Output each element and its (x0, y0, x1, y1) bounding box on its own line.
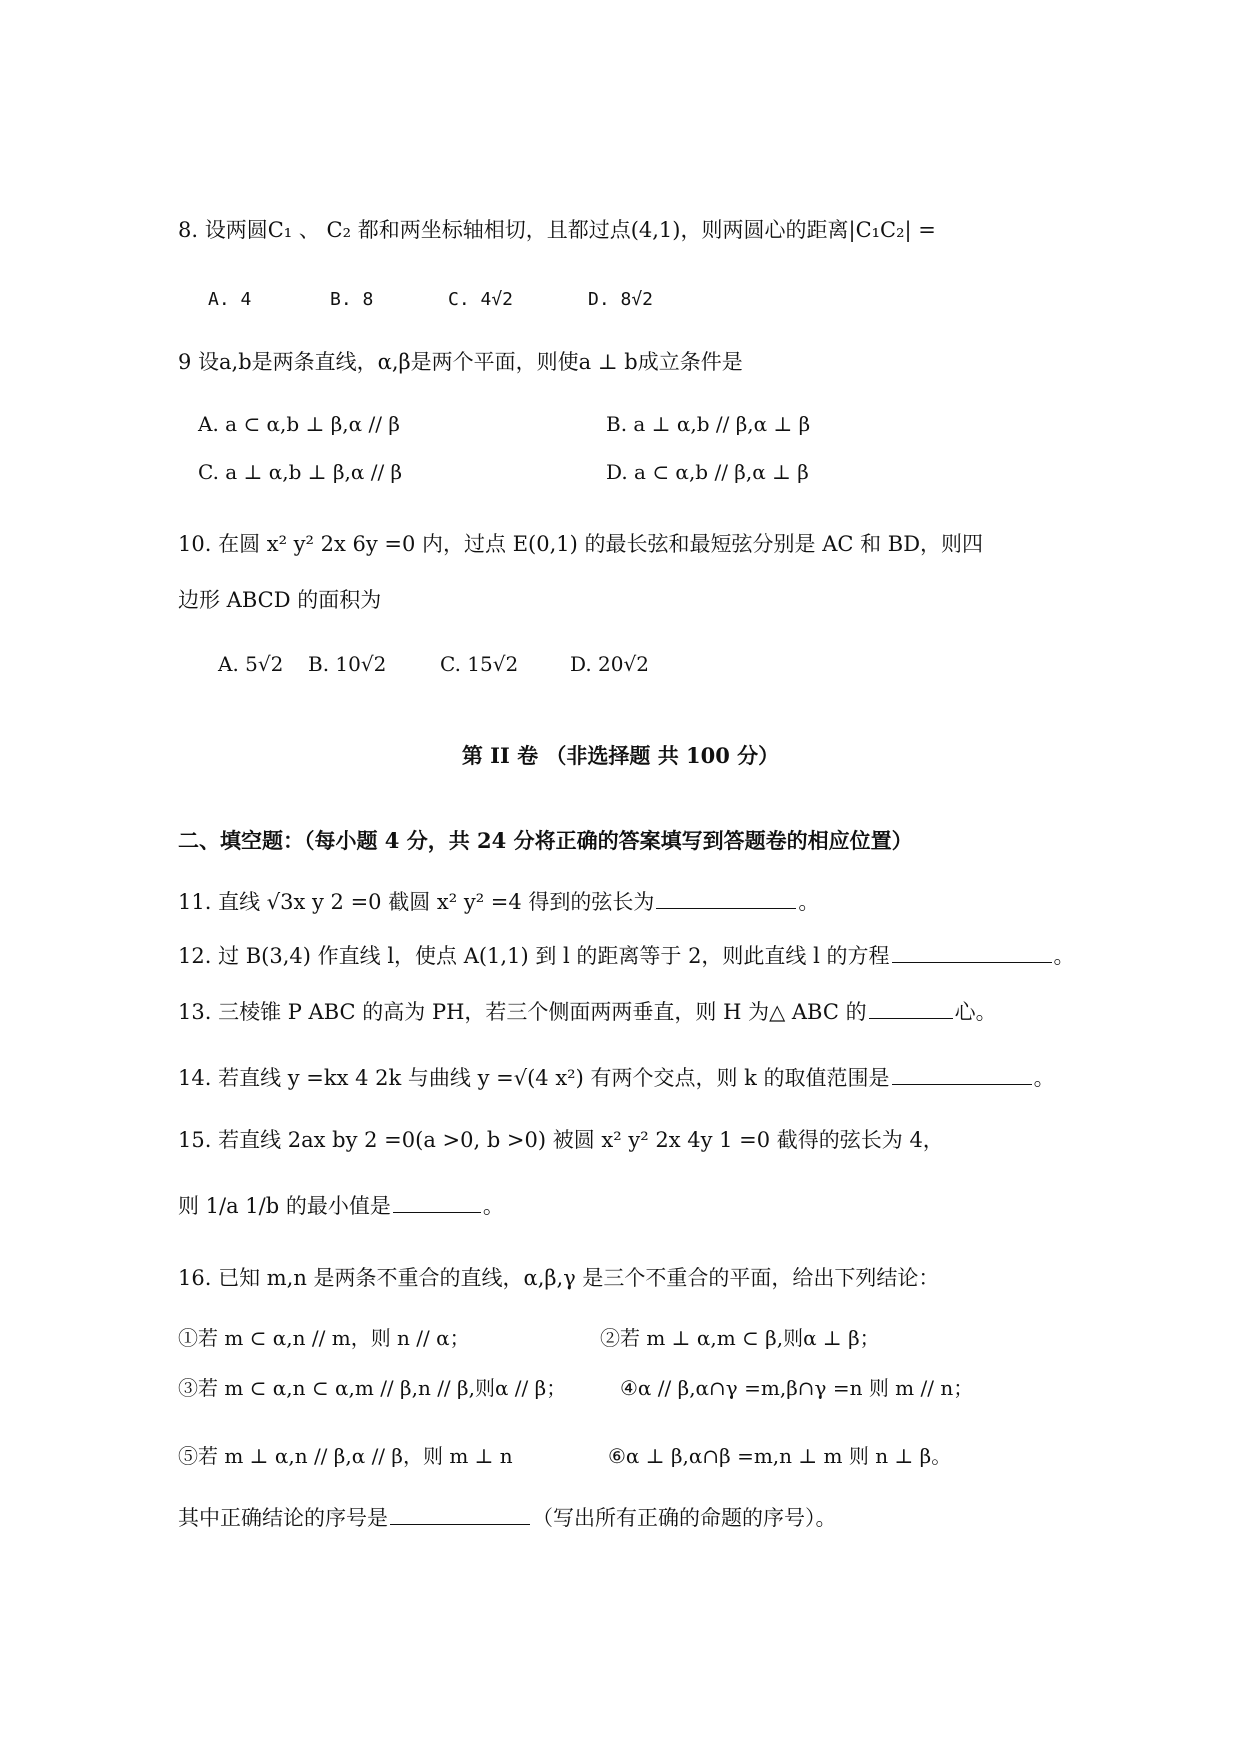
q9-option-d: D. a ⊂ α,b // β,α ⊥ β (606, 460, 809, 484)
q8-option-a: A. 4 (208, 289, 252, 310)
q16-answer-blank[interactable] (390, 1502, 530, 1525)
q16-item-2: ②若 m ⊥ α,m ⊂ β,则α ⊥ β； (600, 1326, 880, 1350)
q15-line1: 15. 若直线 2ax by 2 =0(a >0, b >0) 被圆 x² y² 2x 4y 1 =0 截得的弦长为 4， (178, 1128, 944, 1152)
q8-option-c: C. 4√2 (448, 289, 514, 310)
q8-option-d: D. 8√2 (588, 289, 654, 310)
q10-option-b: B. 10√2 (308, 652, 387, 676)
q15-line2 (178, 1190, 504, 1222)
q14-line (178, 1062, 1055, 1094)
part2-title: 第 II 卷 （非选择题 共 100 分） (461, 743, 780, 768)
q12-line (178, 940, 1075, 972)
q9-option-b: B. a ⊥ α,b // β,α ⊥ β (606, 412, 811, 436)
q16-item-3: ③若 m ⊂ α,n ⊂ α,m // β,n // β,则α // β； (178, 1376, 567, 1400)
q14-answer-blank[interactable] (892, 1062, 1032, 1085)
q12-text: 12. 过 B(3,4) 作直线 l，使点 A(1,1) 到 l 的距离等于 2，则此直线 l 的方程 (178, 944, 890, 968)
q11-answer-blank[interactable] (656, 886, 796, 909)
q16-item-5: ⑤若 m ⊥ α,n // β,α // β，则 m ⊥ n (178, 1444, 513, 1468)
q11-tail: 。 (798, 890, 820, 914)
q10-stem-line2: 边形 ABCD 的面积为 (178, 588, 382, 612)
q11-text: 11. 直线 √3x y 2 =0 截圆 x² y² =4 得到的弦长为 (178, 890, 655, 914)
q14-text: 14. 若直线 y =kx 4 2k 与曲线 y =√(4 x²) 有两个交点，则 k 的取值范围是 (178, 1066, 890, 1090)
q13-text: 13. 三棱锥 P ABC 的高为 PH，若三个侧面两两垂直，则 H 为△ ABC 的 (178, 1000, 867, 1024)
q13-answer-blank[interactable] (869, 996, 953, 1019)
q15-answer-blank[interactable] (393, 1190, 481, 1213)
q9-stem: 9 设a,b是两条直线，α,β是两个平面，则使a ⊥ b成立条件是 (178, 350, 743, 374)
q10-option-c: C. 15√2 (440, 652, 519, 676)
q13-line (178, 996, 997, 1028)
q12-tail: 。 (1053, 944, 1075, 968)
q11-line (178, 886, 819, 918)
q12-answer-blank[interactable] (892, 940, 1052, 963)
q10-option-a: A. 5√2 (218, 652, 284, 676)
q8-option-b: B. 8 (330, 289, 374, 310)
q16-conclusion (178, 1502, 837, 1534)
q9-option-a: A. a ⊂ α,b ⊥ β,α // β (198, 412, 400, 436)
q10-option-d: D. 20√2 (570, 652, 649, 676)
q10-stem-line1: 10. 在圆 x² y² 2x 6y =0 内，过点 E(0,1) 的最长弦和最短弦分别是 AC 和 BD，则四 (178, 532, 984, 556)
q16-conclusion-tail: （写出所有正确的命题的序号）。 (532, 1506, 837, 1530)
q16-item-1: ①若 m ⊂ α,n // m，则 n // α； (178, 1326, 470, 1350)
q16-item-4: ④α // β,α∩γ =m,β∩γ =n 则 m // n； (620, 1376, 974, 1400)
q15-text: 则 1/a 1/b 的最小值是 (178, 1194, 391, 1218)
q16-conclusion-text: 其中正确结论的序号是 (178, 1506, 388, 1530)
q13-tail: 心。 (954, 1000, 997, 1024)
q16-item-6: ⑥α ⊥ β,α∩β =m,n ⊥ m 则 n ⊥ β。 (608, 1444, 952, 1468)
section2-heading: 二、填空题：（每小题 4 分，共 24 分将正确的答案填写到答题卷的相应位置） (178, 828, 913, 853)
q8-stem: 8. 设两圆C₁ 、 C₂ 都和两坐标轴相切，且都过点(4,1)，则两圆心的距离|C₁C₂| = (178, 218, 936, 242)
q9-option-c: C. a ⊥ α,b ⊥ β,α // β (198, 460, 403, 484)
q15-tail: 。 (482, 1194, 504, 1218)
q14-tail: 。 (1033, 1066, 1055, 1090)
q16-stem: 16. 已知 m,n 是两条不重合的直线，α,β,γ 是三个不重合的平面，给出下列结论： (178, 1266, 940, 1290)
